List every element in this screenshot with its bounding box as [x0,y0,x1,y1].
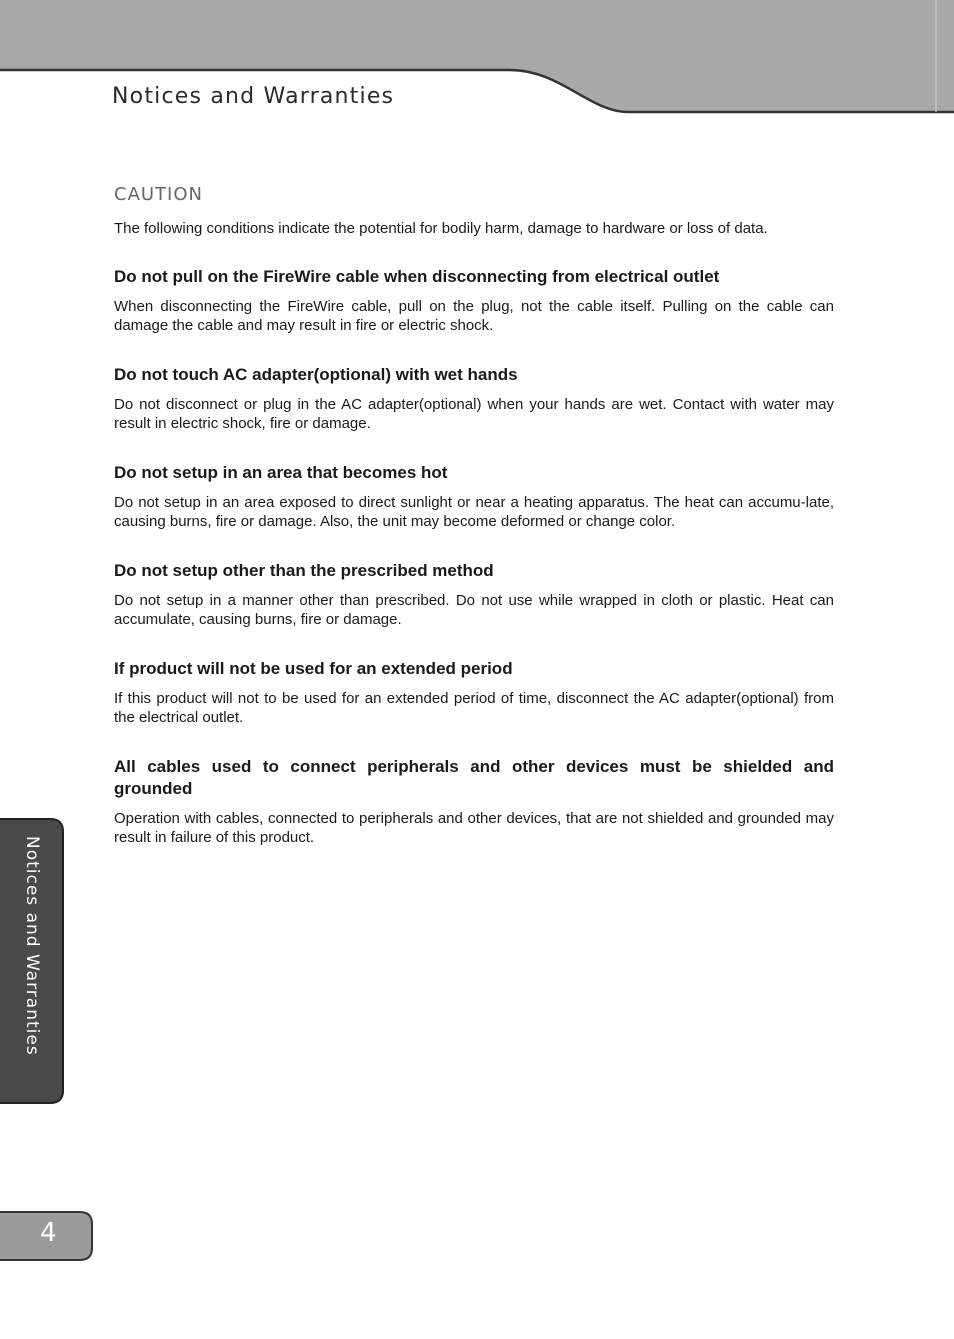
main-content [114,184,834,876]
caution-intro: The following conditions indicate the potential for bodily harm, damage to hardware or loss of data. [114,220,768,237]
section-body: When disconnecting the FireWire cable, pull on the plug, not the cable itself. Pulling on the cable can damage the cable and may result in fire or electric shock. [114,298,834,334]
section-firewire-cable [114,266,834,335]
section-hot-area [114,462,834,531]
section-heading: Do not pull on the FireWire cable when disconnecting from electrical outlet [114,267,720,286]
section-body: If this product will not to be used for an extended period of time, disconnect the AC adapter(optional) from the electrical outlet. [114,690,834,726]
section-prescribed-method [114,560,834,629]
section-heading: Do not touch AC adapter(optional) with wet hands [114,365,518,384]
section-heading: If product will not be used for an extended period [114,659,513,678]
section-shielded-cables [114,756,834,847]
section-ac-adapter-wet-hands [114,364,834,433]
section-body: Operation with cables, connected to peripherals and other devices, that are not shielded and grounded may result in failure of this product. [114,810,834,846]
section-heading: Do not setup other than the prescribed method [114,561,494,580]
section-body: Do not disconnect or plug in the AC adapter(optional) when your hands are wet. Contact with water may result in electric shock, fire or damage. [114,396,834,432]
section-body: Do not setup in a manner other than prescribed. Do not use while wrapped in cloth or plastic. Heat can accumulate, causing burns, fire or damage. [114,592,834,628]
caution-title: CAUTION [114,184,203,205]
page-number: 4 [40,1218,57,1248]
section-body: Do not setup in an area exposed to direct sunlight or near a heating apparatus. The heat can accumu-late, causing burns, fire or damage. Also, the unit may become deformed or change color. [114,494,834,530]
section-extended-period [114,658,834,727]
section-heading: All cables used to connect peripherals and other devices must be shielded and grounded [114,757,834,798]
page-header-title: Notices and Warranties [112,84,395,109]
section-heading: Do not setup in an area that becomes hot [114,463,448,482]
side-tab-label: Notices and Warranties [22,836,42,1056]
